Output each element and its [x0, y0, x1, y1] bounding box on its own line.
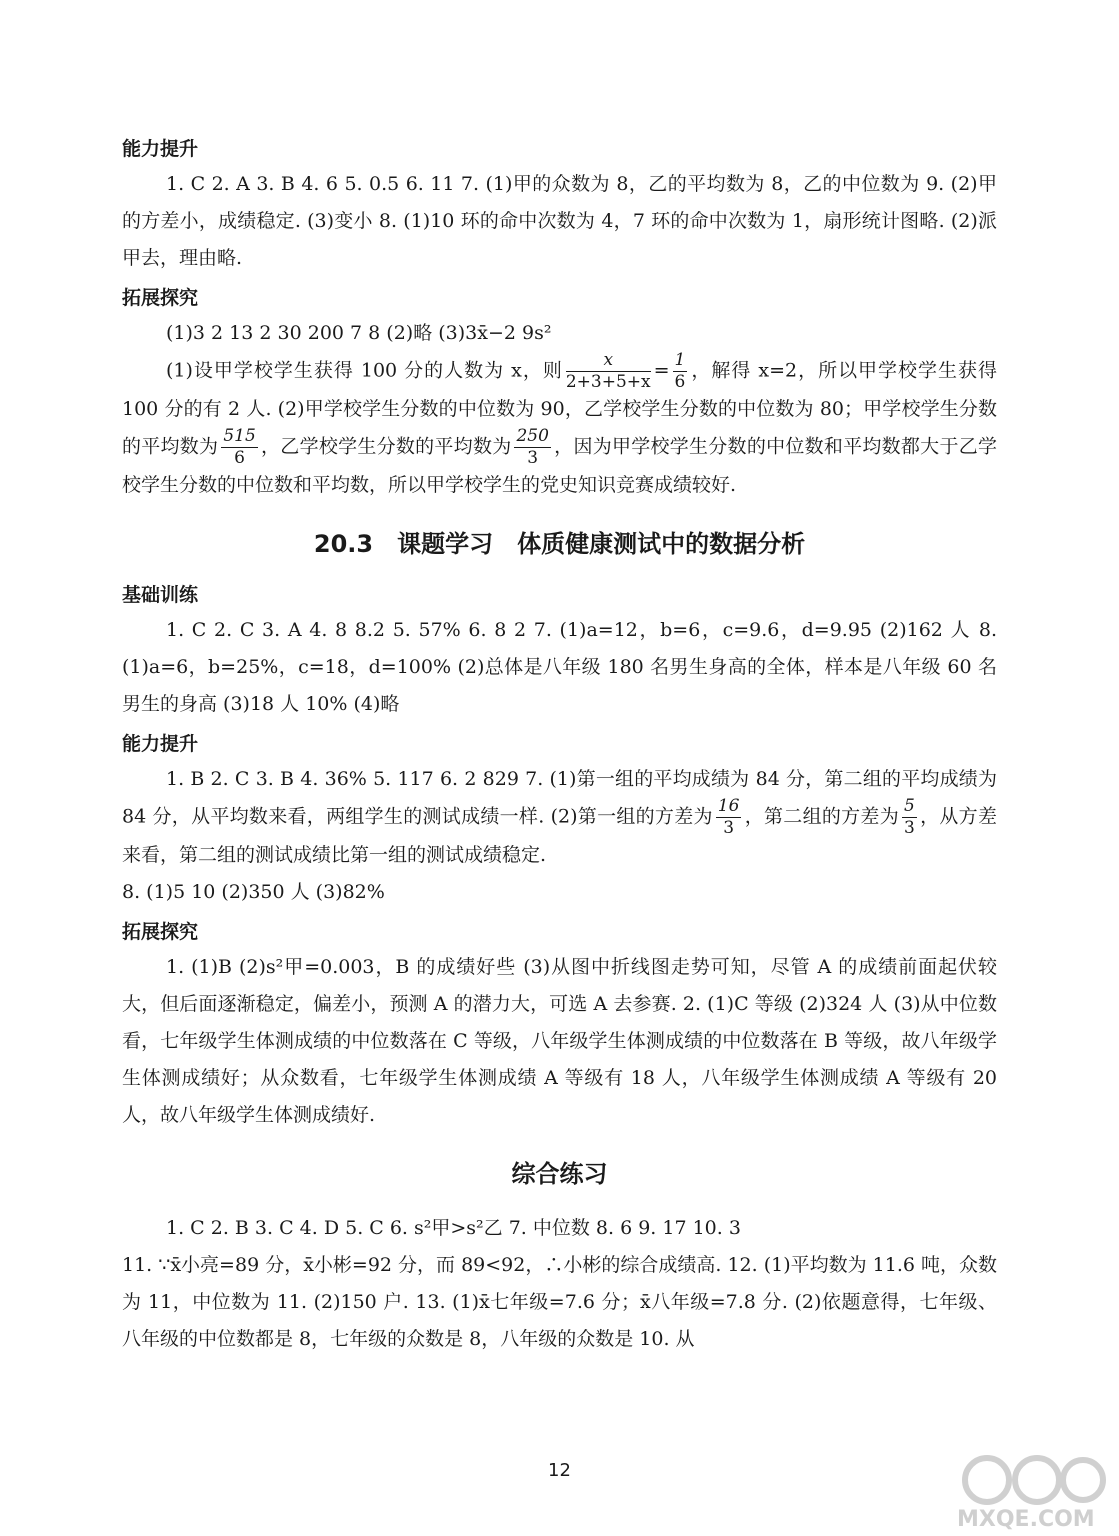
answer-page	[122, 128, 997, 1358]
section-head-basic: 基础训练	[122, 584, 199, 606]
answer-paragraph: 8. (1)5 10 (2)350 人 (3)82%	[122, 881, 385, 903]
numerator: 1	[674, 350, 686, 370]
equals-sign: =	[653, 359, 670, 382]
watermark-text: MXQE.COM	[957, 1507, 1095, 1530]
denominator: 3	[723, 818, 735, 838]
section-head-extension: 拓展探究	[122, 921, 199, 943]
fraction	[221, 428, 257, 467]
answer-paragraph: (1)3 2 13 2 30 200 7 8 (2)略 (3)3x̄−2 9s²	[166, 322, 552, 344]
fraction	[673, 352, 688, 391]
answer-paragraph: 1. C 2. C 3. A 4. 8 8.2 5. 57% 6. 8 2 7. (1)a=12，b=6，c=9.6，d=9.95 (2)162 人 8. (1)a=6，b=25%，c=18，d=100% (2)总体是八年级 180 名男生身高的全体，样本是八年级 60 名男生的身高 (3)18 人 10% (4)略	[122, 619, 997, 715]
section-title: 综合练习	[511, 1160, 608, 1188]
numerator: 250	[516, 426, 549, 446]
answer-paragraph: 1. C 2. B 3. C 4. D 5. C 6. s²甲>s²乙 7. 中位数 8. 6 9. 17 10. 3	[166, 1217, 741, 1239]
numerator: 515	[223, 426, 256, 446]
text-run: 1. B 2. C 3. B 4. 36% 5. 117 6. 2 829 7. (1)第一组的平均成绩为 84 分，第二组的平均成绩为 84 分，从平均数来看，两组学生的测试成绩一样. (2)第一组的方差为	[122, 768, 997, 828]
fraction	[514, 428, 550, 467]
answer-paragraph	[122, 761, 997, 874]
answer-paragraph	[122, 352, 997, 504]
denominator: 6	[674, 372, 686, 392]
denominator: 6	[234, 448, 245, 468]
answer-paragraph: 1. (1)B (2)s²甲=0.003，B 的成绩好些 (3)从图中折线图走势可知，尽管 A 的成绩前面起伏较大，但后面逐渐稳定，偏差小，预测 A 的潜力大，可选 A 去参赛. 2. (1)C 等级 (2)324 人 (3)从中位数看，七年级学生体测成绩的中位数落在 C 等级，八年级学生体测成绩的中位数落在 B 等级，故八年级学生体测成绩好；从众数看，七年级学生体测成绩 A 等级有 18 人，八年级学生体测成绩 A 等级有 20 人，故八年级学生体测成绩好.	[122, 956, 997, 1126]
denominator: 2+3+5+x	[565, 372, 651, 392]
fraction	[902, 798, 917, 837]
numerator: 16	[717, 796, 740, 816]
answer-paragraph: 11. ∵x̄小亮=89 分，x̄小彬=92 分，而 89<92，∴小彬的综合成绩高. 12. (1)平均数为 11.6 吨，众数为 11，中位数为 11. (2)150 户. 13. (1)x̄七年级=7.6 分；x̄八年级=7.8 分. (2)依题意得，七年级、八年级的中位数都是 8，七年级的众数是 8，八年级的众数是 10. 从	[122, 1254, 997, 1350]
fraction	[566, 352, 651, 391]
watermark-logo	[947, 1450, 1107, 1530]
text-run: (1)设甲学校学生获得 100 分的人数为 x，则	[166, 359, 563, 382]
denominator: 3	[527, 448, 539, 468]
fraction	[716, 798, 742, 837]
section-title: 20.3 课题学习 体质健康测试中的数据分析	[313, 530, 806, 558]
numerator: x	[566, 352, 651, 372]
text-run: ，因为甲学校学生分数的中位数和平均数都大于乙学校学生分数的中位数和平均数，所以甲学校学生的党史知识竞赛成绩较好.	[122, 435, 997, 496]
text-run: ，解得 x=2，所以甲学校学生获得 100 分的有 2 人. (2)甲学校学生分数的中位数为 90，乙学校学生分数的中位数为 80；甲学校学生分数的平均数为	[122, 359, 998, 458]
answer-paragraph: 1. C 2. A 3. B 4. 6 5. 0.5 6. 11 7. (1)甲的众数为 8，乙的平均数为 8，乙的中位数为 9. (2)甲的方差小，成绩稳定. (3)变小 8. (1)10 环的命中次数为 4，7 环的命中次数为 1，扇形统计图略. (2)派甲去，理由略.	[122, 173, 997, 269]
section-head-ability: 能力提升	[122, 733, 199, 755]
text-run: ，从方差来看，第二组的测试成绩比第一组的测试成绩稳定.	[122, 805, 997, 866]
denominator: 3	[904, 818, 915, 838]
section-head-extension: 拓展探究	[122, 287, 199, 309]
numerator: 5	[904, 796, 915, 816]
text-run: ，第二组的方差为	[744, 805, 899, 828]
text-run: ，乙学校学生分数的平均数为	[260, 435, 512, 458]
page-number: 12	[548, 1460, 571, 1481]
section-head-ability: 能力提升	[122, 138, 199, 160]
